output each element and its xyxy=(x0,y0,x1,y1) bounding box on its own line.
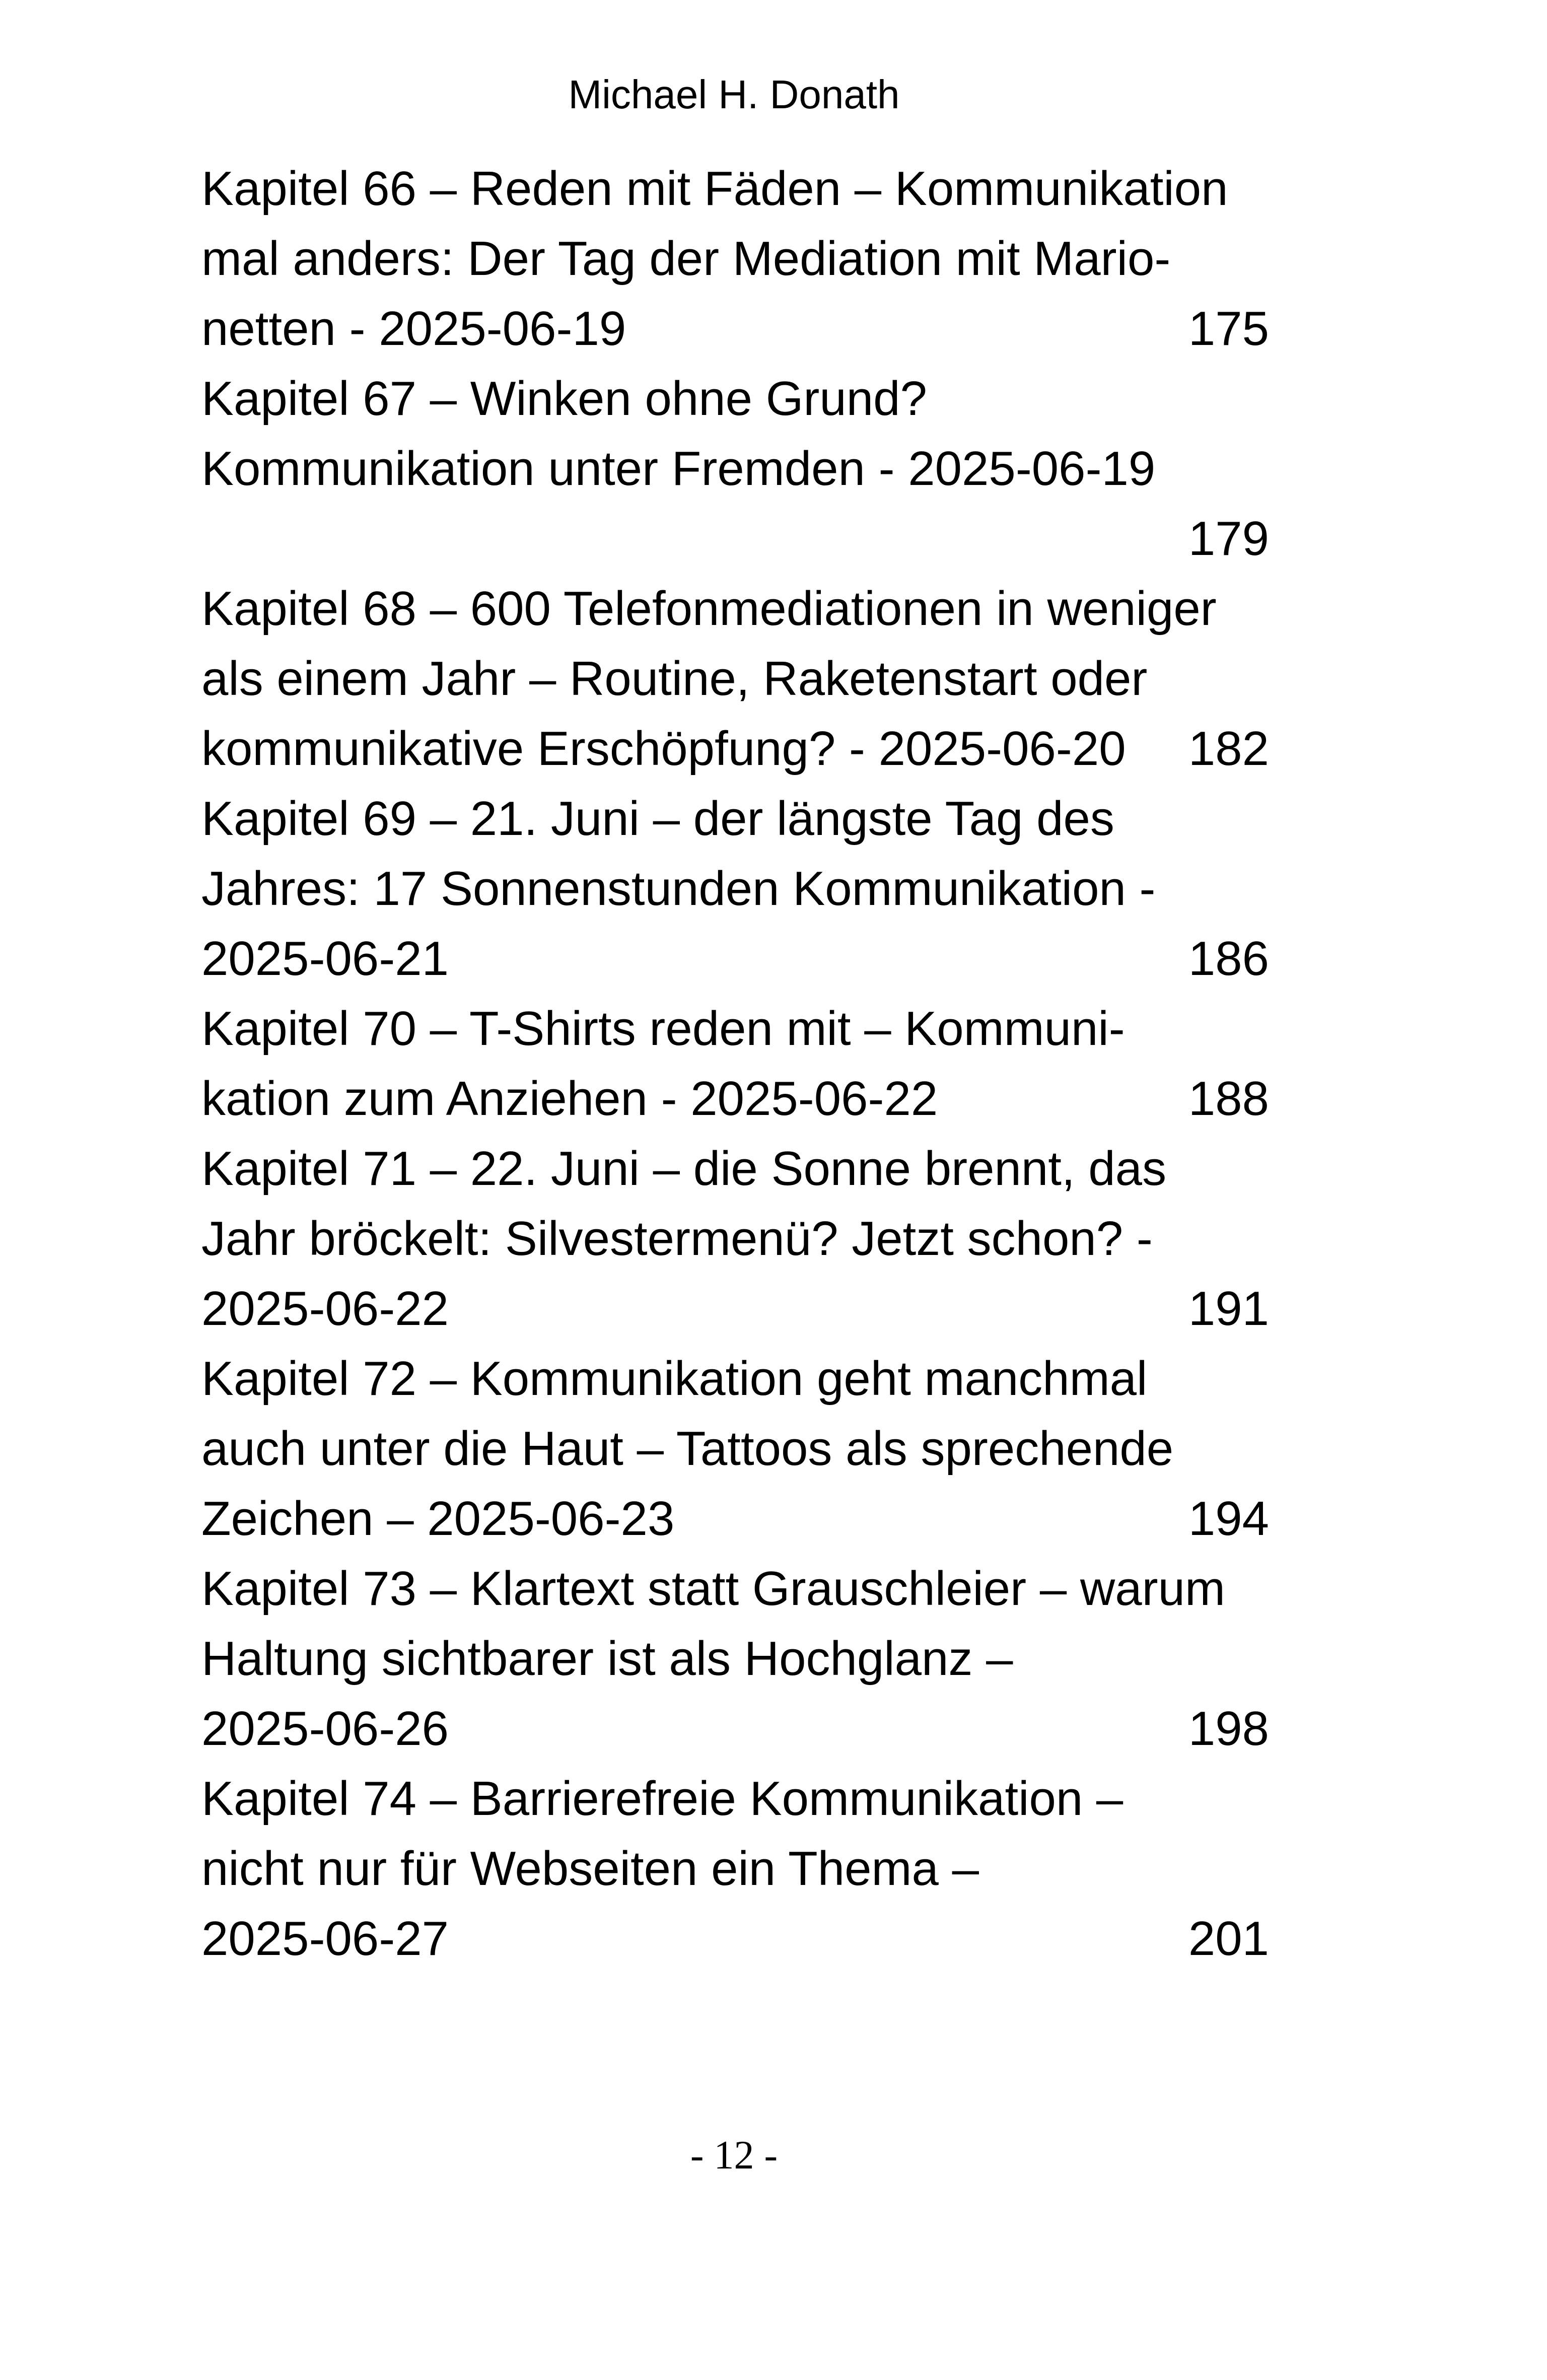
toc-entry-line: 2025-06-22 xyxy=(201,1282,449,1336)
toc-entry-line: Zeichen – 2025-06-23 xyxy=(201,1492,675,1546)
toc-entry-kapitel-70[interactable] xyxy=(201,994,1269,1134)
page-number-footer: - 12 - xyxy=(690,2133,778,2178)
toc-entry-line: Kapitel 68 – 600 Telefonmediationen in weniger xyxy=(201,582,1217,636)
toc-entry-line: nicht nur für Webseiten ein Thema – xyxy=(201,1842,979,1896)
toc-entry-line: Kapitel 70 – T-Shirts reden mit – Kommuni- xyxy=(201,1002,1125,1056)
toc-entry-kapitel-73[interactable] xyxy=(201,1554,1269,1764)
toc-entry-line: 2025-06-21 xyxy=(201,932,449,986)
table-of-contents xyxy=(201,154,1269,1974)
toc-page-number: 201 xyxy=(1188,1912,1269,1966)
toc-page-number: 175 xyxy=(1188,302,1269,356)
toc-entry-line: 2025-06-26 xyxy=(201,1702,449,1756)
toc-entry-kapitel-66[interactable] xyxy=(201,154,1269,364)
toc-entry-line: Kapitel 66 – Reden mit Fäden – Kommunikation xyxy=(201,162,1228,216)
toc-entry-line: kation zum Anziehen - 2025-06-22 xyxy=(201,1072,938,1126)
toc-entry-line: kommunikative Erschöpfung? - 2025-06-20 xyxy=(201,722,1126,776)
toc-entry-line: Kapitel 74 – Barrierefreie Kommunikation – xyxy=(201,1772,1123,1826)
toc-entry-kapitel-71[interactable] xyxy=(201,1134,1269,1344)
toc-entry-kapitel-72[interactable] xyxy=(201,1344,1269,1554)
toc-entry-kapitel-68[interactable] xyxy=(201,574,1269,784)
toc-page-number: 194 xyxy=(1188,1492,1269,1546)
toc-entry-kapitel-69[interactable] xyxy=(201,784,1269,994)
toc-entry-line: als einem Jahr – Routine, Raketenstart oder xyxy=(201,652,1148,706)
toc-page-number: 188 xyxy=(1188,1072,1269,1126)
toc-entry-line: Kapitel 71 – 22. Juni – die Sonne brennt, das xyxy=(201,1142,1167,1196)
toc-entry-line: Kapitel 67 – Winken ohne Grund? xyxy=(201,372,927,426)
toc-entry-line: Kapitel 73 – Klartext statt Grauschleier – warum xyxy=(201,1562,1225,1616)
toc-page-number: 191 xyxy=(1188,1282,1269,1336)
toc-entry-line: mal anders: Der Tag der Mediation mit Mario- xyxy=(201,232,1171,286)
toc-entry-line: Kapitel 72 – Kommunikation geht manchmal xyxy=(201,1352,1148,1406)
running-header-author: Michael H. Donath xyxy=(568,72,900,117)
toc-page-number: 198 xyxy=(1188,1702,1269,1756)
toc-page-number: 179 xyxy=(1188,512,1269,566)
toc-entry-line: netten - 2025-06-19 xyxy=(201,302,626,356)
toc-entry-line: Haltung sichtbarer ist als Hochglanz – xyxy=(201,1632,1013,1686)
toc-page-number: 186 xyxy=(1188,932,1269,986)
toc-entry-line: 2025-06-27 xyxy=(201,1912,449,1966)
toc-entry-line: auch unter die Haut – Tattoos als sprechende xyxy=(201,1422,1174,1476)
toc-entry-kapitel-67[interactable] xyxy=(201,364,1269,574)
toc-entry-line: Kapitel 69 – 21. Juni – der längste Tag des xyxy=(201,792,1114,846)
toc-entry-line: Jahres: 17 Sonnenstunden Kommunikation - xyxy=(201,862,1156,916)
toc-entry-line: Kommunikation unter Fremden - 2025-06-19 xyxy=(201,442,1156,496)
toc-page-number: 182 xyxy=(1188,722,1269,776)
toc-entry-line: Jahr bröckelt: Silvestermenü? Jetzt schon? - xyxy=(201,1212,1153,1266)
toc-entry-kapitel-74[interactable] xyxy=(201,1764,1269,1974)
